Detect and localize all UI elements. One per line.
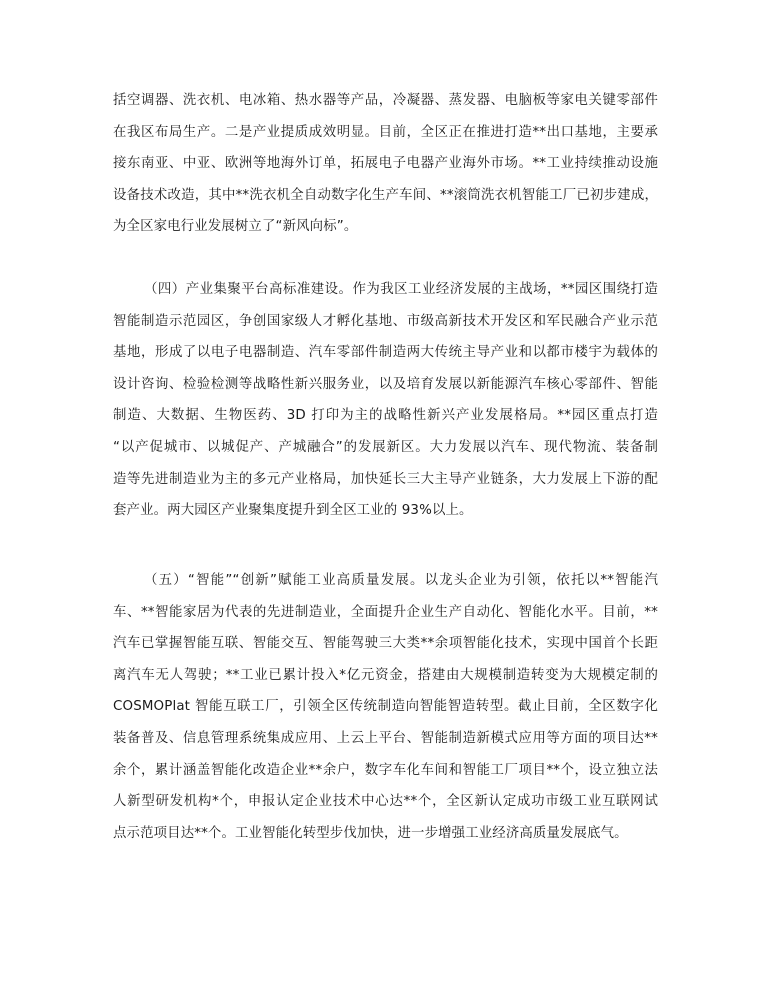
paragraph-line: 汽车已掌握智能互联、智能交互、智能驾驶三大类**余项智能化技术，实现中国首个长距 [113,636,658,652]
paragraph-line: 为全区家电行业发展树立了“新风向标”。 [113,219,358,235]
paragraph-line: 余个，累计涵盖智能化改造企业**余户，数字车化车间和智能工厂项目**个，设立独立法 [113,762,658,778]
paragraph-line: COSMOPlat 智能互联工厂，引领全区传统制造向智能智造转型。截止目前，全区数字化 [113,699,658,715]
paragraph-line: 点示范项目达**个。工业智能化转型步伐加快，进一步增强工业经济高质量发展底气。 [113,825,628,841]
paragraph-2 [113,274,658,527]
paragraph-line: 在我区布局生产。二是产业提质成效明显。目前，全区正在推进打造**出口基地，主要承 [113,124,658,140]
paragraph-line: 智能制造示范园区，争创国家级人才孵化基地、市级高新技术开发区和军民融合产业示范 [113,313,658,329]
paragraph-line: 离汽车无人驾驶；**工业已累计投入*亿元资金，搭建由大规模制造转变为大规模定制的 [113,667,658,683]
paragraph-line: 基地，形成了以电子电器制造、汽车零部件制造两大传统主导产业和以都市楼宇为载体的 [113,345,658,361]
paragraph-line: “以产促城市、以城促产、产城融合”的发展新区。大力发展以汽车、现代物流、装备制 [113,439,658,455]
paragraph-line: 制造、大数据、生物医药、3D 打印为主的战略性新兴产业发展格局。**园区重点打造 [113,408,658,424]
paragraph-3 [113,565,658,849]
paragraph-line: 车、**智能家居为代表的先进制造业，全面提升企业生产自动化、智能化水平。目前，** [113,604,658,620]
paragraph-line: 装备普及、信息管理系统集成应用、上云上平台、智能制造新模式应用等方面的项目达** [113,730,658,746]
paragraph-line: 设备技术改造，其中**洗衣机全自动数字化生产车间、**滚筒洗衣机智能工厂已初步建成， [113,187,658,203]
paragraph-1 [113,85,658,243]
paragraph-line: （五）“智能”“创新”赋能工业高质量发展。以龙头企业为引领，依托以**智能汽 [144,573,658,588]
paragraph-line: 人新型研发机构*个，申报认定企业技术中心达**个，全区新认定成功市级工业互联网试 [113,794,658,810]
paragraph-line: 设计咨询、检验检测等战略性新兴服务业，以及培育发展以新能源汽车核心零部件、智能 [113,376,658,392]
paragraph-line: 括空调器、洗衣机、电冰箱、热水器等产品，冷凝器、蒸发器、电脑板等家电关键零部件 [113,93,658,108]
paragraph-line: 造等先进制造业为主的多元产业格局，加快延长三大主导产业链条，大力发展上下游的配 [113,471,658,487]
paragraph-line: （四）产业集聚平台高标准建设。作为我区工业经济发展的主战场，**园区围绕打造 [144,282,658,297]
paragraph-line: 套产业。两大园区产业聚集度提升到全区工业的 93%以上。 [113,503,473,519]
paragraph-line: 接东南亚、中亚、欧洲等地海外订单，拓展电子电器产业海外市场。**工业持续推动设施 [113,156,658,172]
